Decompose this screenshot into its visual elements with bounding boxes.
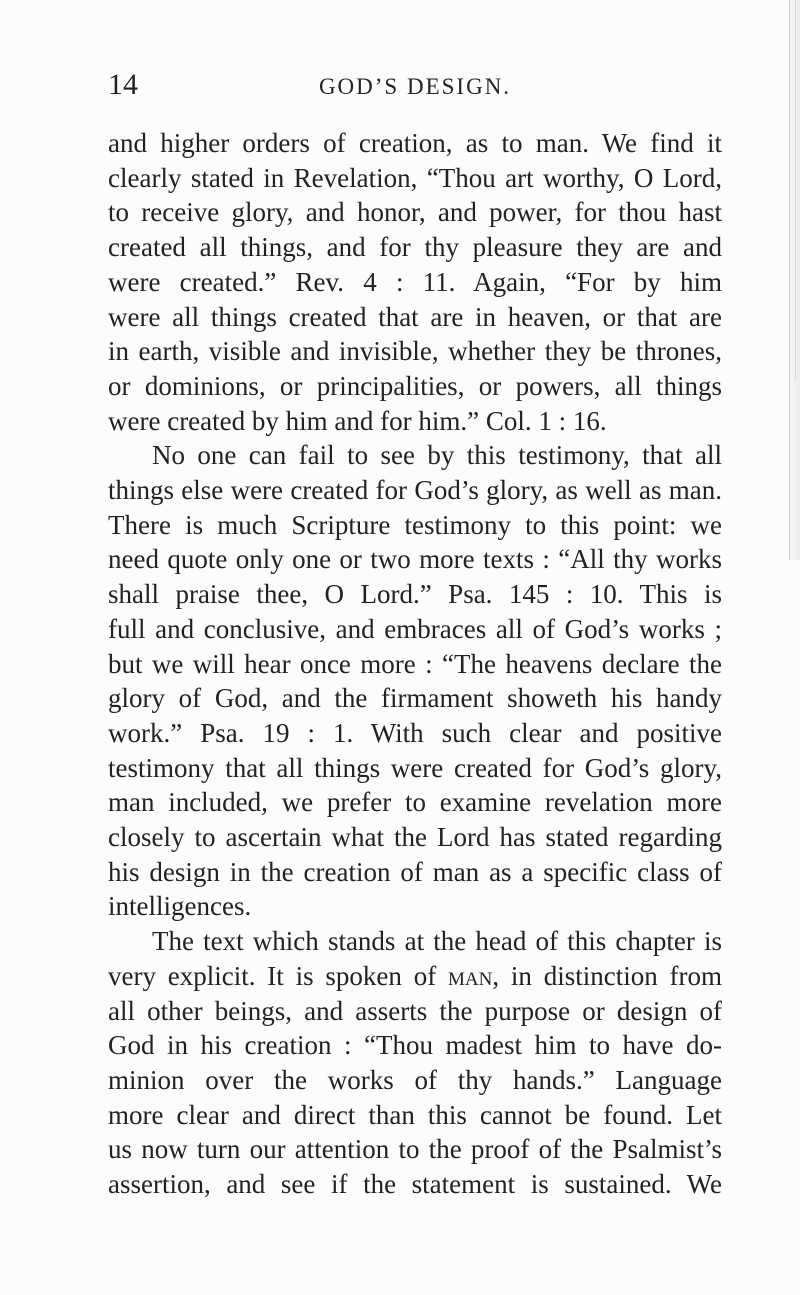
text-line: all other beings, and asserts the purpose or design of bbox=[108, 995, 722, 1026]
text-line: created all things, and for thy pleasure they are and bbox=[108, 232, 722, 263]
page-number: 14 bbox=[108, 68, 138, 101]
text-line: God in his creation : “Thou madest him to have do- bbox=[108, 1030, 722, 1061]
text-line: There is much Scripture testimony to this point: we bbox=[108, 509, 722, 540]
text-line: minion over the works of thy hands.” Language bbox=[108, 1064, 722, 1095]
text-line: assertion, and see if the statement is sustained. We bbox=[108, 1169, 722, 1200]
text-line: to receive glory, and honor, and power, for thou hast bbox=[108, 197, 722, 228]
text-line: intelligences. bbox=[108, 891, 252, 922]
text-line: closely to ascertain what the Lord has stated regarding bbox=[108, 822, 722, 853]
text-line: things else were created for God’s glory, as well as man. bbox=[108, 475, 722, 506]
body-text bbox=[108, 126, 722, 1202]
page-edge-line bbox=[795, 0, 796, 380]
text-line: need quote only one or two more texts : “All thy works bbox=[108, 544, 722, 575]
text-line: were created by him and for him.” Col. 1 : 16. bbox=[108, 405, 607, 436]
text-segment: very explicit. It is spoken of bbox=[108, 960, 449, 991]
text-line: work.” Psa. 19 : 1. With such clear and positive bbox=[108, 717, 722, 748]
text-line: The text which stands at the head of this chapter is bbox=[152, 926, 722, 957]
running-head: GOD’S DESIGN. bbox=[318, 74, 512, 99]
text-line: in earth, visible and invisible, whether they be thrones, bbox=[108, 336, 722, 367]
text-line: but we will hear once more : “The heavens declare the bbox=[108, 648, 722, 679]
text-line: and higher orders of creation, as to man. We find it bbox=[108, 128, 722, 158]
text-line: shall praise thee, O Lord.” Psa. 145 : 10. This is bbox=[108, 579, 722, 610]
paragraph-1 bbox=[108, 126, 722, 438]
text-line: more clear and direct than this cannot be found. Let bbox=[108, 1099, 722, 1130]
text-line bbox=[108, 959, 722, 994]
text-line: his design in the creation of man as a specific class of bbox=[108, 856, 722, 887]
text-line: were created.” Rev. 4 : 11. Again, “For by him bbox=[108, 266, 722, 297]
text-line: glory of God, and the firmament showeth his handy bbox=[108, 683, 722, 714]
text-line: us now turn our attention to the proof of the Psalmist’s bbox=[108, 1134, 722, 1165]
paragraph-3 bbox=[108, 924, 722, 1202]
small-caps-word: man bbox=[448, 960, 493, 991]
text-line: man included, we prefer to examine revelation more bbox=[108, 787, 722, 818]
text-line: or dominions, or principalities, or powers, all things bbox=[108, 370, 722, 401]
text-segment: , in distinction from bbox=[492, 960, 723, 991]
text-line: No one can fail to see by this testimony, that all bbox=[152, 440, 722, 471]
page-header bbox=[108, 68, 722, 112]
text-line: were all things created that are in heaven, or that are bbox=[108, 301, 722, 332]
text-line: testimony that all things were created for God’s glory, bbox=[108, 752, 722, 783]
text-line: full and conclusive, and embraces all of God’s works ; bbox=[108, 613, 722, 644]
text-line: clearly stated in Revelation, “Thou art worthy, O Lord, bbox=[108, 162, 722, 193]
paragraph-2 bbox=[108, 438, 722, 924]
